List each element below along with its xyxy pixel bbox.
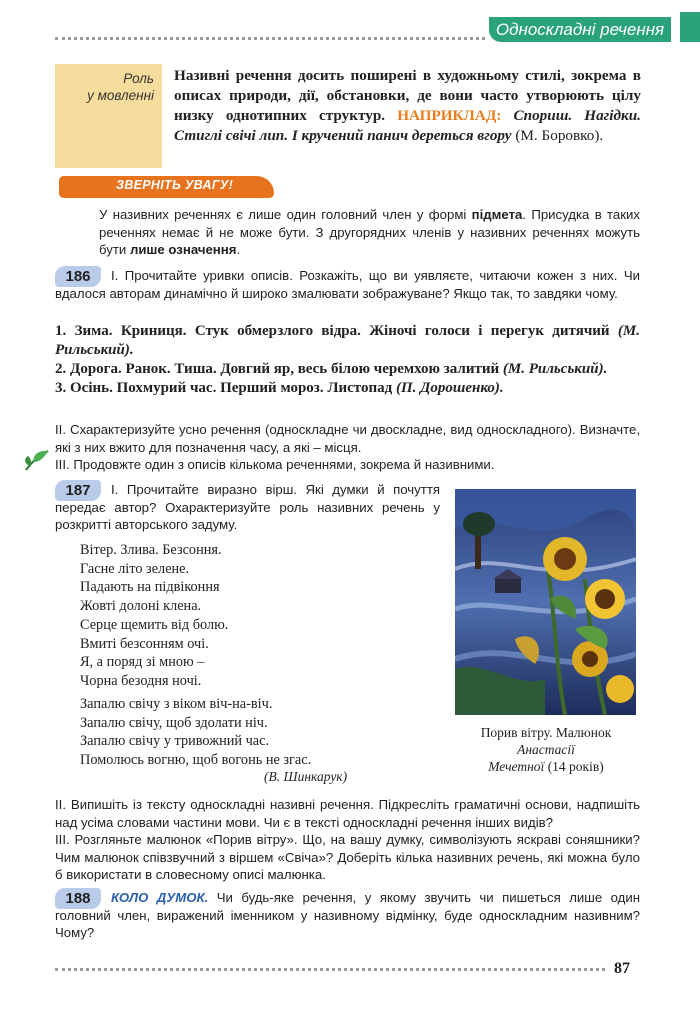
poem-line: Гасне літо зелене. — [80, 560, 190, 577]
painting-wind-gust-illustration — [455, 489, 636, 715]
attention-text-part: . — [236, 242, 241, 257]
poem-line: Вітер. Злива. Безсоння. — [80, 542, 222, 558]
ex186-example-item — [55, 379, 640, 398]
header-dotted-rule — [55, 37, 485, 40]
attention-bold-attribute: лише означення — [129, 242, 237, 257]
caption-name-line — [452, 758, 640, 775]
poem-line: Я, а поряд зі мною – — [80, 654, 205, 671]
header-color-strip — [680, 12, 700, 42]
ex188-question: Чи будь-яке речення, у якому звучить чи пишеться лише один головний член, виражений іменником у називному відмінку, буде односкладним називним? Чому? — [55, 890, 641, 940]
poem-line: Помолюсь вогню, щоб вогонь не згас. — [80, 752, 312, 769]
poem-line: Чорна безодня ночі. — [80, 672, 202, 689]
ex186-examples — [55, 322, 640, 398]
poem-line: Жовті долоні клена. — [80, 598, 202, 615]
ex187-task1: I. Прочитайте виразно вірш. Які думки й почуття передає автор? Охарактеризуйте роль називних речень у розкритті авторського задуму. — [55, 482, 440, 532]
example-sentence: 3. Осінь. Похмурий час. Перший мороз. Листопад — [55, 380, 393, 396]
ex186-task1: I. Прочитайте уривки описів. Розкажіть, що ви уявляєте, читаючи кожен з них. Чи вдалося авторам динамічно й широко змалювати зображуване? Якщо так, то завдяки чому. — [55, 268, 640, 301]
ex186-example-item — [55, 322, 640, 360]
ex187-task3: III. Розгляньте малюнок «Порив вітру». Що, на вашу думку, символізують яскраві соняшники? Чим малюнок співзвучний з віршем «Свіча»? Доберіть кілька називних речень, які можна було б використати в словесному описі малюнка. — [55, 832, 640, 882]
intro-paragraph — [174, 66, 641, 146]
example-author: (М. Боровко). — [511, 127, 604, 144]
poem-line: Серце щемить від болю. — [80, 616, 229, 633]
exercise-number-badge: 187 — [55, 480, 101, 501]
ex186-task2: II. Схарактеризуйте усно речення (односкладне чи двоскладне, вид односкладного). Визначте, які з них вжито для позначення часу, а які – місця. — [55, 422, 640, 455]
poem-stanza-2 — [80, 695, 410, 770]
example-sentence: 2. Дорога. Ранок. Тиша. Довгий яр, весь білою черемхою залитий — [55, 361, 500, 377]
poem-line: Вмиті безсонням очі. — [80, 635, 209, 652]
poem-line: Запалю свічу, щоб здолати ніч. — [80, 714, 268, 731]
page-number: 87 — [614, 960, 630, 977]
leaf-icon — [22, 448, 52, 474]
ex187-task2: II. Випишіть із тексту односкладні називні речення. Підкресліть граматичні основи, надпишіть над усіма словами частини мови. Чи є в тексті односкладні речення інших видів? — [55, 797, 640, 830]
poem-author: (В. Шинкарук) — [264, 769, 348, 784]
section-title: Односкладні речення — [489, 17, 671, 42]
caption-age: (14 років) — [544, 759, 604, 774]
example-author: (П. Дорошенко). — [392, 380, 504, 396]
poem-line: Падають на підвіконня — [80, 579, 220, 596]
example-label: НАПРИКЛАД: — [397, 107, 502, 124]
ex186-task3: III. Продовжте один з описів кількома реченнями, зокрема й називними. — [55, 457, 495, 472]
side-note-line1: Роль — [123, 71, 154, 86]
painting-caption — [452, 724, 640, 775]
ex188-label: КОЛО ДУМОК. — [111, 890, 209, 905]
example-sentence: 1. Зима. Криниця. Стук обмерзлого відра. Жіночі голоси і перегук дитячий — [55, 323, 610, 339]
attention-banner-label: ЗВЕРНІТЬ УВАГУ! — [116, 178, 234, 192]
attention-text-part: У називних реченнях є лише один головний член у формі — [99, 207, 472, 222]
exercise-number-badge: 186 — [55, 266, 101, 287]
attention-banner — [59, 176, 274, 198]
side-note-box — [55, 64, 162, 168]
attention-text — [99, 206, 640, 259]
exercise-number-badge: 188 — [55, 888, 101, 909]
intro-text: Називні речення досить поширені в художньому стилі, зокрема в описах природи, дії, обстановки, де вони часто утворюють цілу низку однотипних структур. — [174, 67, 641, 124]
example-text: Спориш. Нагідки. Стиглі свічі лип. І кручений панич дереться вгору — [174, 107, 641, 144]
example-author: (М. Рильський). — [499, 361, 608, 377]
footer-dotted-rule — [55, 968, 605, 971]
caption-title: Порив вітру. Малюнок — [480, 725, 612, 740]
ex188-text — [55, 889, 640, 942]
poem-stanza-1 — [80, 541, 410, 691]
poem-line: Запалю свічу у тривожний час. — [80, 733, 270, 750]
attention-bold-subject: підмета — [471, 207, 523, 222]
caption-name-first: Анастасії — [517, 742, 575, 757]
ex186-example-item — [55, 360, 640, 379]
attention-text-part: . Присудка в таких реченнях немає й не може бути. З другорядних членів у називних реченнях можуть бути — [99, 207, 640, 257]
example-author: (М. Рильський). — [55, 323, 640, 358]
caption-name-last: Мечетної — [488, 759, 545, 774]
side-note-line2: у мовленні — [87, 88, 154, 103]
poem-line: Запалю свічу з віком віч-на-віч. — [80, 696, 273, 712]
